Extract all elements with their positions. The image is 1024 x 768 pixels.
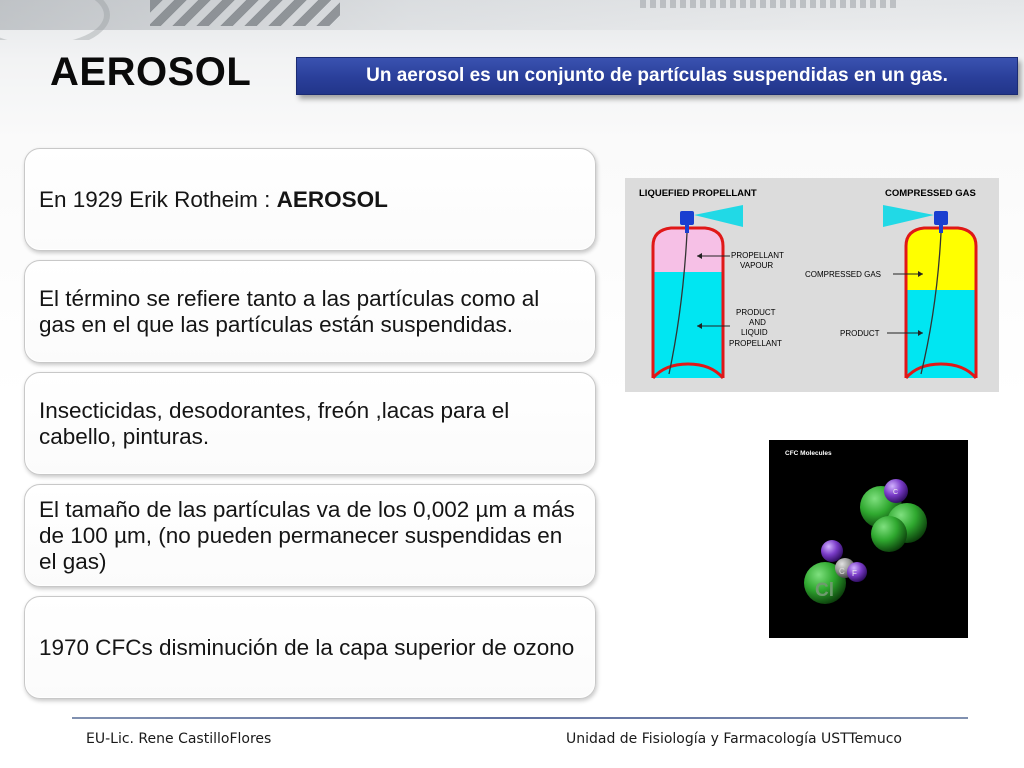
- carbon-label-2: C: [839, 567, 845, 576]
- chlorine-label: Cl: [815, 580, 834, 601]
- propellant-vapour-label-1: PROPELLANT: [731, 251, 784, 260]
- footer-institution: Unidad de Fisiología y Farmacología USTTemuco: [565, 731, 902, 747]
- bullet-bold-term: AEROSOL: [276, 186, 388, 212]
- bullet-text-4: El tamaño de las partículas va de los 0,002 µm a más de 100 µm, (no pueden permanecer suspendidas en el gas): [39, 496, 575, 574]
- liquefied-propellant-title: LIQUEFIED PROPELLANT: [639, 188, 757, 199]
- left-valve-stem: [685, 225, 689, 233]
- cfc-molecules-image: [769, 440, 968, 638]
- product-label-2: AND: [749, 318, 766, 327]
- bullet-text-5: 1970 CFCs disminución de la capa superior de ozono: [39, 634, 575, 660]
- bullet-text-1: En 1929 Erik Rotheim : AEROSOL: [39, 186, 388, 212]
- cfc-molecules-svg: [769, 440, 968, 638]
- bullet-card-4: [24, 484, 596, 587]
- left-vapour-body: [653, 246, 723, 272]
- header-decoration: [0, 0, 1024, 40]
- right-nozzle: [934, 211, 948, 225]
- propellant-vapour-label-2: VAPOUR: [740, 261, 774, 270]
- carbon-label-1: C: [893, 489, 899, 496]
- chlorine-atom-3: [871, 516, 907, 552]
- bullet-card-1: [24, 148, 596, 251]
- bullet-text-2: El término se refiere tanto a las partículas como al gas en el que las partículas están suspendidas.: [39, 285, 540, 337]
- slide-title: AEROSOL: [50, 50, 252, 94]
- fluorine-atom-3: [847, 562, 867, 582]
- compressed-gas-label: COMPRESSED GAS: [805, 270, 882, 279]
- fluorine-label: F: [852, 569, 857, 578]
- right-gas-body: [906, 246, 976, 290]
- fluorine-atom-2: [821, 540, 843, 562]
- cfc-background: [769, 440, 968, 638]
- bullet-card-5: [24, 596, 596, 699]
- bullet-card-3: [24, 372, 596, 475]
- product-label-1: PRODUCT: [736, 308, 776, 317]
- right-product-label: PRODUCT: [840, 329, 880, 338]
- propellant-diagram-svg: [625, 178, 999, 392]
- compressed-gas-title: COMPRESSED GAS: [885, 188, 976, 199]
- footer-author: EU-Lic. Rene CastilloFlores: [86, 731, 272, 747]
- product-label-3: LIQUID: [741, 328, 768, 337]
- footer-divider: [72, 717, 968, 719]
- left-nozzle: [680, 211, 694, 225]
- left-liquid: [653, 272, 723, 378]
- product-label-4: PROPELLANT: [729, 339, 782, 348]
- bullet-card-2: [24, 260, 596, 363]
- definition-banner: [296, 57, 1018, 95]
- definition-text: Un aerosol es un conjunto de partículas suspendidas en un gas.: [366, 65, 948, 86]
- bullet-text-3: Insecticidas, desodorantes, freón ,lacas para el cabello, pinturas.: [39, 397, 510, 449]
- right-valve-stem: [939, 225, 943, 233]
- cfc-caption: CFC Molecules: [785, 450, 832, 457]
- propellant-diagram: [625, 178, 999, 392]
